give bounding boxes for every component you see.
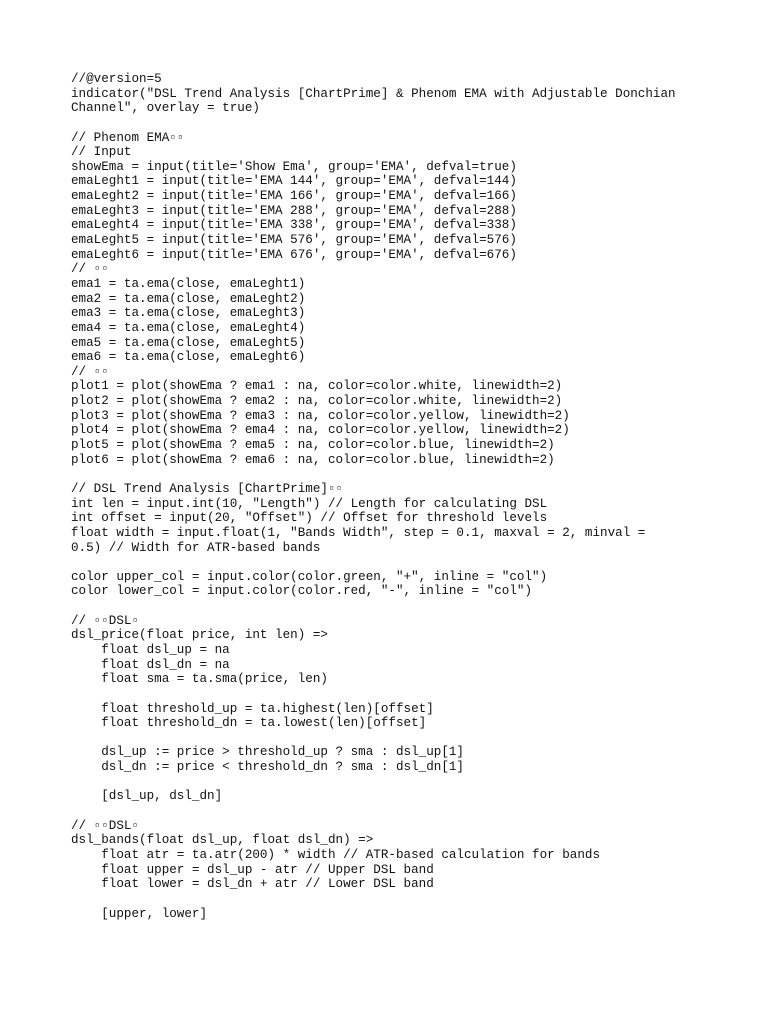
code-line: ema1 = ta.ema(close, emaLeght1) [71,276,306,291]
code-line [71,892,711,907]
code-line [71,555,711,570]
code-line [71,775,711,790]
code-line: plot3 = plot(showEma ? ema3 : na, color=color.yellow, linewidth=2) [71,408,570,423]
code-line: emaLeght1 = input(title='EMA 144', group='EMA', defval=144) [71,174,517,189]
code-line: float dsl_up = na [71,642,230,657]
code-line: plot6 = plot(showEma ? ema6 : na, color=color.blue, linewidth=2) [71,452,555,467]
code-line: float threshold_dn = ta.lowest(len)[offset] [71,716,427,731]
code-line: plot5 = plot(showEma ? ema5 : na, color=color.blue, linewidth=2) [71,438,555,453]
code-line: dsl_up := price > threshold_up ? sma : dsl_up[1] [71,745,464,760]
code-line: plot2 = plot(showEma ? ema2 : na, color=color.white, linewidth=2) [71,394,563,409]
code-line: emaLeght2 = input(title='EMA 166', group='EMA', defval=166) [71,189,517,204]
code-line: color lower_col = input.color(color.red, "-", inline = "col") [71,584,533,599]
code-line: 0.5) // Width for ATR-based bands [71,540,321,555]
code-line: // ▫▫DSL▫ [71,613,140,628]
code-line [71,687,711,702]
code-line: float dsl_dn = na [71,657,230,672]
code-line: dsl_bands(float dsl_up, float dsl_dn) => [71,833,374,848]
code-line: [upper, lower] [71,906,208,921]
code-line [71,599,711,614]
code-line: int len = input.int(10, "Length") // Length for calculating DSL [71,496,548,511]
code-line [71,804,711,819]
code-line: plot4 = plot(showEma ? ema4 : na, color=color.yellow, linewidth=2) [71,423,570,438]
code-line: [dsl_up, dsl_dn] [71,789,223,804]
code-line: plot1 = plot(showEma ? ema1 : na, color=color.white, linewidth=2) [71,379,563,394]
code-line: indicator("DSL Trend Analysis [ChartPrime] & Phenom EMA with Adjustable Donchian [71,86,676,101]
code-line: emaLeght3 = input(title='EMA 288', group='EMA', defval=288) [71,203,517,218]
code-line: // Input [71,145,132,160]
code-line: showEma = input(title='Show Ema', group='EMA', defval=true) [71,159,517,174]
code-line: ema5 = ta.ema(close, emaLeght5) [71,335,306,350]
code-line: //@version=5 [71,72,162,86]
code-line: // ▫▫ [71,364,109,379]
code-line: // Phenom EMA▫▫ [71,130,185,145]
code-line: float sma = ta.sma(price, len) [71,672,328,687]
code-line: ema2 = ta.ema(close, emaLeght2) [71,291,306,306]
code-line [71,731,711,746]
code-line: float threshold_up = ta.highest(len)[offset] [71,701,434,716]
code-line: float width = input.float(1, "Bands Width", step = 0.1, maxval = 2, minval = [71,525,646,540]
code-line: ema3 = ta.ema(close, emaLeght3) [71,306,306,321]
code-line: // DSL Trend Analysis [ChartPrime]▫▫ [71,481,344,496]
code-line [71,467,711,482]
code-line: emaLeght6 = input(title='EMA 676', group='EMA', defval=676) [71,247,517,262]
code-line: emaLeght4 = input(title='EMA 338', group='EMA', defval=338) [71,218,517,233]
code-line: dsl_dn := price < threshold_dn ? sma : dsl_dn[1] [71,760,464,775]
code-line: // ▫▫DSL▫ [71,818,140,833]
code-document [71,72,711,921]
code-line: // ▫▫ [71,262,109,277]
code-line: float atr = ta.atr(200) * width // ATR-based calculation for bands [71,847,601,862]
code-line: color upper_col = input.color(color.green, "+", inline = "col") [71,569,548,584]
code-line: ema6 = ta.ema(close, emaLeght6) [71,350,306,365]
code-line: float upper = dsl_up - atr // Upper DSL band [71,862,434,877]
code-line: ema4 = ta.ema(close, emaLeght4) [71,320,306,335]
code-line: dsl_price(float price, int len) => [71,628,328,643]
code-line: Channel", overlay = true) [71,101,260,116]
code-line: float lower = dsl_dn + atr // Lower DSL band [71,877,434,892]
code-line: int offset = input(20, "Offset") // Offset for threshold levels [71,511,548,526]
code-line [71,116,711,131]
code-line: emaLeght5 = input(title='EMA 576', group='EMA', defval=576) [71,233,517,248]
